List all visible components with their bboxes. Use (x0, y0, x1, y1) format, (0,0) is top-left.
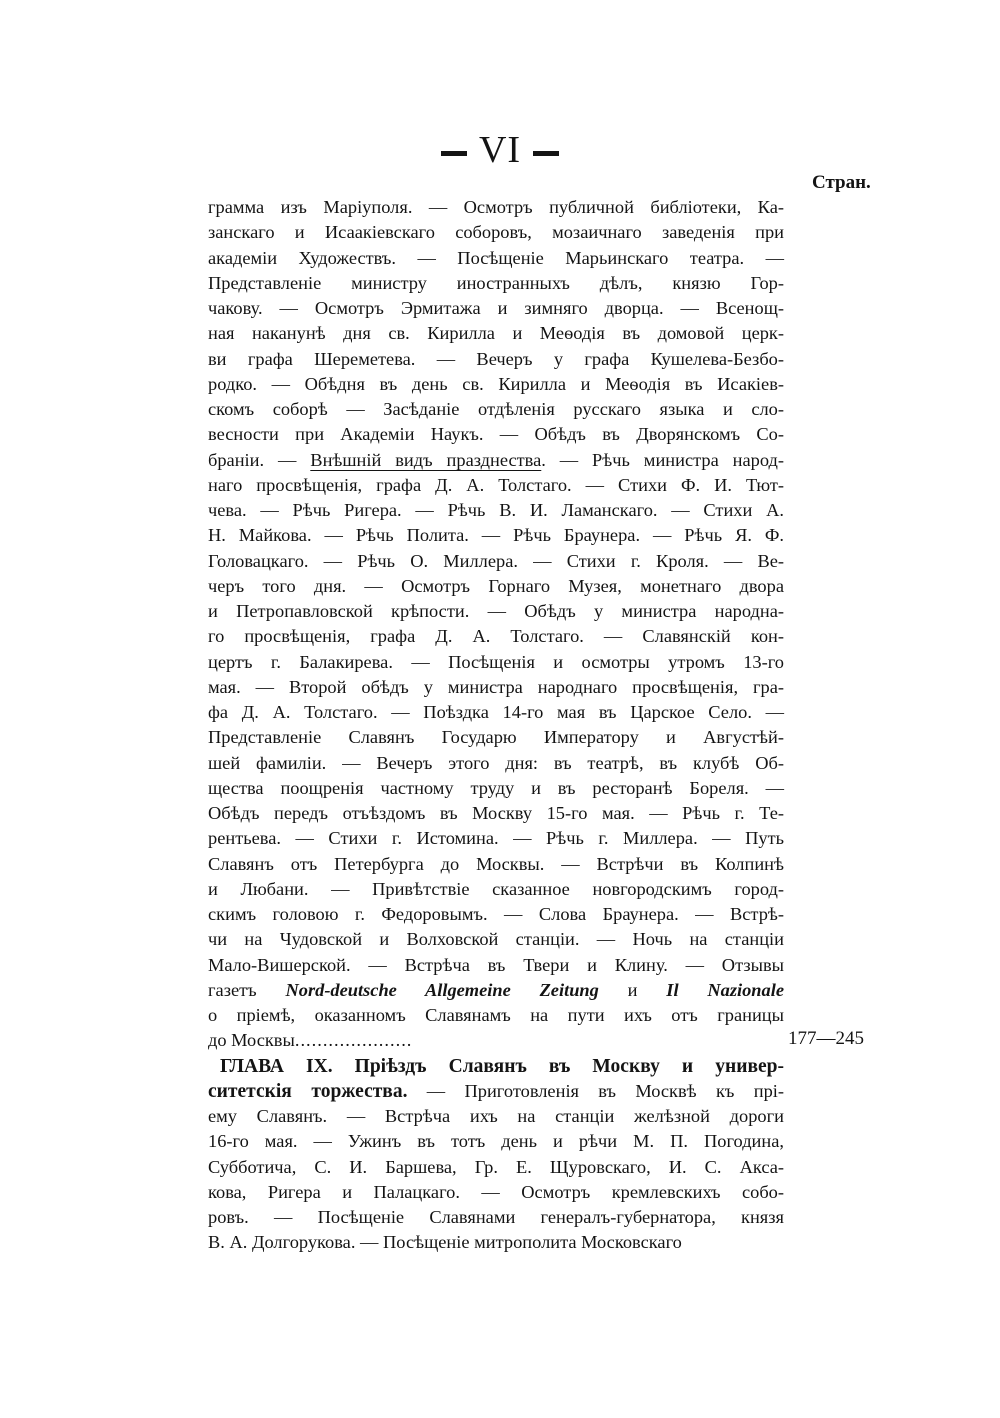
toc-line: чакову. — Осмотръ Эрмитажа и зимняго дворца. — Всенощ- (208, 298, 784, 318)
toc-line: Субботича, С. И. Баршева, Гр. Е. Щуровскаго, И. С. Акса- (208, 1156, 784, 1177)
toc-line: грамма изъ Маріуполя. — Осмотръ публичной библіотеки, Ка- (208, 197, 784, 217)
toc-line-start: браніи. — (208, 449, 311, 470)
newspaper-title-1: Nord-deutsche Allgemeine Zeitung (285, 979, 599, 1000)
toc-line: весности при Академіи Наукъ. — Обѣдъ въ Дворянскомъ Со- (208, 424, 784, 445)
toc-line: кова, Ригера и Палацкаго. — Осмотръ кремлевскихъ собо- (208, 1181, 784, 1202)
underlined-phrase: Внѣшній видъ празднества (310, 449, 542, 470)
toc-line: рентьева. — Стихи г. Истомина. — Рѣчь г. Миллера. — Путь (208, 828, 784, 849)
toc-line: щества поощренія частному труду и въ ресторанѣ Бореля. — (208, 777, 784, 798)
page-number-text: VI (478, 129, 522, 171)
toc-line-leader (208, 1028, 784, 1053)
toc-line: академіи Художествъ. — Посѣщеніе Марьинскаго театра. — (208, 247, 784, 268)
toc-line-start: газетъ (208, 979, 286, 1000)
toc-line: наго просвѣщенія, графа Д. А. Толстаго. — Стихи Ф. И. Тют- (208, 474, 784, 495)
toc-line: скомъ соборѣ — Засѣданіе отдѣленія русскаго языка и сло- (208, 399, 784, 419)
toc-line: и Любани. — Привѣтствіе сказанное новгородскимъ город- (208, 878, 784, 899)
toc-line: Обѣдъ передъ отъѣздомъ въ Москву 15-го мая. — Рѣчь г. Те- (208, 803, 784, 823)
toc-line: Мало-Вишерской. — Встрѣча въ Твери и Клину. — Отзывы (208, 954, 784, 975)
toc-line-text: до Москвы (208, 1030, 295, 1051)
toc-line-end: — Приготовленія въ Москвѣ къ прі- (407, 1080, 784, 1101)
chapter-heading-cont: ситетскія торжества. (208, 1080, 408, 1102)
toc-line: мая. — Второй обѣдъ у министра народнаго просвѣщенія, гра- (208, 676, 784, 697)
toc-line: Головацкаго. — Рѣчь О. Миллера. — Стихи г. Кроля. — Ве- (208, 550, 784, 571)
toc-line-underlined (208, 448, 784, 473)
toc-body (208, 195, 784, 1256)
chapter-heading: ГЛАВА IX. Пріѣздъ Славянъ въ Москву и универ- (220, 1055, 784, 1077)
newspaper-title-2: Il Nazionale (666, 979, 784, 1000)
toc-line-chapter-cont (208, 1079, 784, 1104)
toc-line-end: . — Рѣчь министра народ- (541, 449, 784, 470)
right-dash (533, 151, 559, 156)
toc-line: ему Славянъ. — Встрѣча ихъ на станціи желѣзной дороги (208, 1106, 784, 1126)
toc-line: цертъ г. Балакирева. — Посѣщенія и осмотры утромъ 13-го (208, 651, 784, 672)
page-range: 177—245 (788, 1028, 864, 1049)
toc-line: ровъ. — Посѣщеніе Славянами генералъ-губернатора, князя (208, 1207, 784, 1227)
toc-line: скимъ головою г. Федоровымъ. — Слова Браунера. — Встрѣ- (208, 904, 784, 924)
toc-line: 16-го мая. — Ужинъ въ тотъ день и рѣчи М. П. Погодина, (208, 1131, 784, 1152)
toc-line: Представленіе Славянъ Государю Императору и Августѣй- (208, 727, 784, 748)
toc-line: родко. — Обѣдня въ день св. Кирилла и Меѳодія въ Исакіев- (208, 373, 784, 394)
toc-line: ви графа Шереметева. — Вечеръ у графа Кушелева-Безбо- (208, 348, 784, 369)
toc-line: черъ того дня. — Осмотръ Горнаго Музея, монетнаго двора (208, 575, 784, 596)
toc-line: занскаго и Исаакіевскаго соборовъ, мозаичнаго заведенія при (208, 222, 784, 243)
page-number (0, 128, 1000, 172)
toc-line-newspapers (208, 978, 784, 1003)
column-label-pages: Стран. (812, 172, 871, 193)
toc-line: о пріемѣ, оказанномъ Славянамъ на пути ихъ отъ границы (208, 1005, 784, 1025)
toc-line: и Петропавловской крѣпости. — Обѣдъ у министра народна- (208, 601, 784, 621)
leader-dots: ..................... (294, 1030, 413, 1051)
toc-line: В. А. Долгорукова. — Посѣщеніе митрополита Московскаго (208, 1232, 682, 1253)
toc-line: фа Д. А. Толстаго. — Поѣздка 14-го мая въ Царское Село. — (208, 702, 784, 722)
toc-line: чева. — Рѣчь Ригера. — Рѣчь В. И. Ламанскаго. — Стихи А. (208, 500, 784, 520)
left-dash (441, 151, 467, 156)
toc-line: Представленіе министру иностранныхъ дѣлъ, князю Гор- (208, 272, 784, 293)
toc-line: шей фамиліи. — Вечеръ этого дня: въ театрѣ, въ клубѣ Об- (208, 752, 784, 773)
toc-line: Н. Майкова. — Рѣчь Полита. — Рѣчь Браунера. — Рѣчь Я. Ф. (208, 525, 784, 546)
toc-line: го просвѣщенія, графа Д. А. Толстаго. — Славянскій кон- (208, 626, 784, 647)
toc-line: ная наканунѣ дня св. Кирилла и Меѳодія въ домовой церк- (208, 323, 784, 344)
toc-line-mid: и (598, 979, 667, 1000)
toc-line: чи на Чудовской и Волховской станціи. — Ночь на станціи (208, 929, 784, 950)
toc-line: Славянъ отъ Петербурга до Москвы. — Встрѣчи въ Колпинѣ (208, 853, 784, 874)
